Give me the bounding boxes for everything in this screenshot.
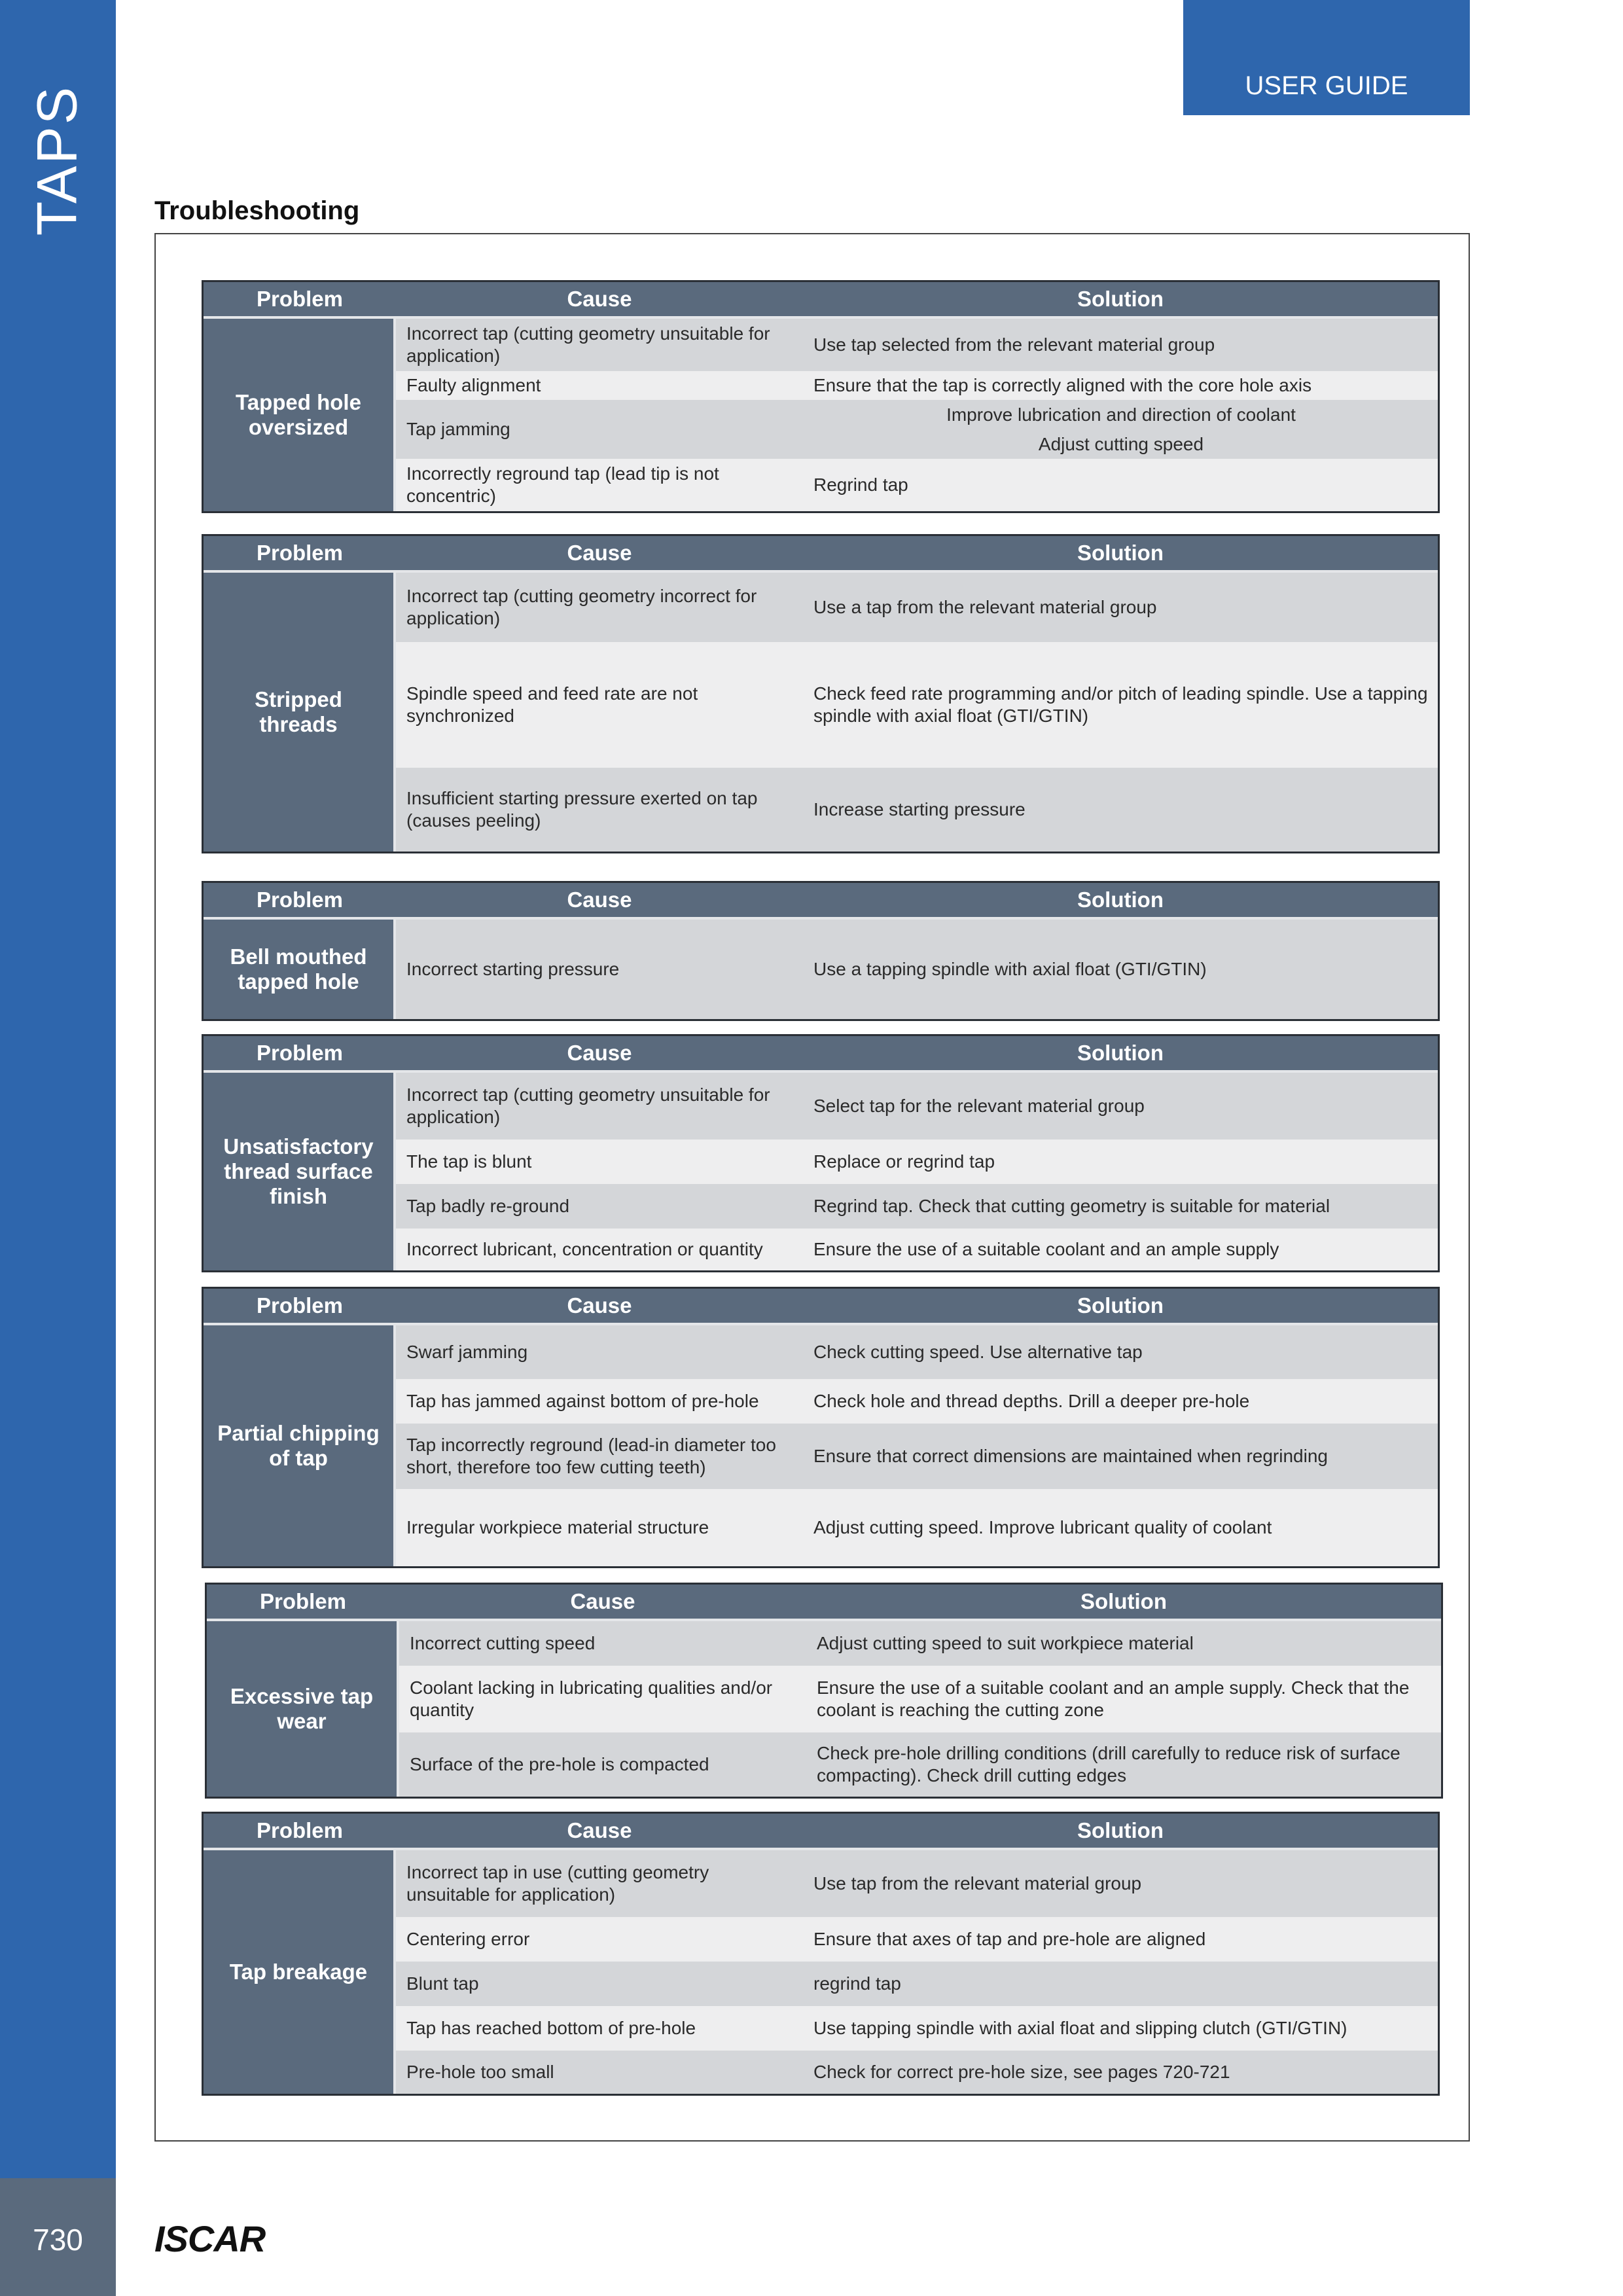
cause-cell: Incorrect cutting speed	[399, 1621, 806, 1666]
troubleshooting-table-tap-breakage	[202, 1812, 1440, 2096]
cause-cell: Incorrect tap (cutting geometry unsuitable for application)	[396, 1073, 803, 1139]
cause-cell: Incorrect starting pressure	[396, 920, 803, 1019]
cause-cell: Tap has jammed against bottom of pre-hole	[396, 1379, 803, 1424]
user-guide-label: USER GUIDE	[1245, 71, 1408, 100]
solution-cell: Use tapping spindle with axial float and slipping clutch (GTI/GTIN)	[803, 2006, 1438, 2051]
header-cause: Cause	[396, 536, 803, 573]
header-solution: Solution	[803, 883, 1438, 920]
cause-cell: Faulty alignment	[396, 371, 803, 400]
solution-cell: Select tap for the relevant material group	[803, 1073, 1438, 1139]
problem-label: Stripped threads	[204, 573, 396, 852]
solution-cell: Check pre-hole drilling conditions (drill carefully to reduce risk of surface compacting). Check drill cutting edges	[806, 1732, 1441, 1797]
cause-cell: Pre-hole too small	[396, 2051, 803, 2094]
problem-label: Bell mouthed tapped hole	[204, 920, 396, 1019]
troubleshooting-table-bell-mouthed	[202, 881, 1440, 1021]
header-cause: Cause	[396, 282, 803, 319]
cause-cell: Coolant lacking in lubricating qualities and/or quantity	[399, 1666, 806, 1732]
solution-cell: Adjust cutting speed to suit workpiece material	[806, 1621, 1441, 1666]
page-title: Troubleshooting	[154, 196, 360, 225]
solution-cell: Ensure that correct dimensions are maintained when regrinding	[803, 1424, 1438, 1489]
solution-cell: Ensure that the tap is correctly aligned with the core hole axis	[803, 371, 1438, 400]
header-cause: Cause	[396, 1036, 803, 1073]
cause-cell: Incorrect tap (cutting geometry incorrect for application)	[396, 573, 803, 642]
troubleshooting-table-stripped-threads	[202, 534, 1440, 853]
page-number: 730	[33, 2223, 83, 2257]
header-problem: Problem	[207, 1585, 399, 1621]
solution-cell: Check hole and thread depths. Drill a deeper pre-hole	[803, 1379, 1438, 1424]
cause-cell: The tap is blunt	[396, 1139, 803, 1184]
troubleshooting-table-tapped-hole-oversized	[202, 280, 1440, 513]
solution-cell: Ensure the use of a suitable coolant and an ample supply	[803, 1229, 1438, 1270]
solution-cell: Check for correct pre-hole size, see pages 720-721	[803, 2051, 1438, 2094]
header-cause: Cause	[399, 1585, 806, 1621]
header-cause: Cause	[396, 1814, 803, 1850]
cause-cell: Tap badly re-ground	[396, 1184, 803, 1229]
solution-cell: regrind tap	[803, 1962, 1438, 2006]
cause-cell: Tap has reached bottom of pre-hole	[396, 2006, 803, 2051]
cause-cell: Spindle speed and feed rate are not synchronized	[396, 642, 803, 768]
solution-cell: Use a tap from the relevant material group	[803, 573, 1438, 642]
header-cause: Cause	[396, 883, 803, 920]
solution-cell: Use a tapping spindle with axial float (GTI/GTIN)	[803, 920, 1438, 1019]
header-problem: Problem	[204, 883, 396, 920]
problem-label: Tapped hole oversized	[204, 319, 396, 511]
problem-label: Tap breakage	[204, 1850, 396, 2094]
header-solution: Solution	[803, 536, 1438, 573]
header-problem: Problem	[204, 1289, 396, 1325]
header-solution: Solution	[803, 1289, 1438, 1325]
troubleshooting-table-partial-chipping	[202, 1287, 1440, 1568]
header-cause: Cause	[396, 1289, 803, 1325]
cause-cell: Incorrect tap in use (cutting geometry unsuitable for application)	[396, 1850, 803, 1917]
problem-label: Partial chipping of tap	[204, 1325, 396, 1566]
solution-cell: Adjust cutting speed. Improve lubricant quality of coolant	[803, 1489, 1438, 1566]
solution-cell: Use tap from the relevant material group	[803, 1850, 1438, 1917]
troubleshooting-table-excessive-wear	[205, 1583, 1443, 1799]
cause-cell: Incorrectly reground tap (lead tip is not concentric)	[396, 459, 803, 511]
solution-cell: Check feed rate programming and/or pitch of leading spindle. Use a tapping spindle with axial float (GTI/GTIN)	[803, 642, 1438, 768]
cause-cell: Centering error	[396, 1917, 803, 1962]
brand-logo: ISCAR	[154, 2218, 266, 2259]
header-solution: Solution	[803, 1814, 1438, 1850]
header-problem: Problem	[204, 536, 396, 573]
section-title: TAPS	[26, 84, 89, 236]
cause-cell: Insufficient starting pressure exerted on tap (causes peeling)	[396, 768, 803, 852]
solution-cell: Ensure that axes of tap and pre-hole are aligned	[803, 1917, 1438, 1962]
solution-cell	[803, 400, 1438, 459]
header-problem: Problem	[204, 282, 396, 319]
side-bar	[0, 0, 116, 2178]
solution-line: Improve lubrication and direction of coolant	[946, 404, 1296, 425]
cause-cell: Tap jamming	[396, 400, 803, 459]
solution-cell: Check cutting speed. Use alternative tap	[803, 1325, 1438, 1379]
solution-cell: Regrind tap. Check that cutting geometry is suitable for material	[803, 1184, 1438, 1229]
header-solution: Solution	[803, 1036, 1438, 1073]
cause-cell: Swarf jamming	[396, 1325, 803, 1379]
solution-cell: Ensure the use of a suitable coolant and an ample supply. Check that the coolant is reaching the cutting zone	[806, 1666, 1441, 1732]
solution-cell: Increase starting pressure	[803, 768, 1438, 852]
cause-cell: Tap incorrectly reground (lead-in diameter too short, therefore too few cutting teeth)	[396, 1424, 803, 1489]
cause-cell: Incorrect tap (cutting geometry unsuitable for application)	[396, 319, 803, 371]
section-title-box	[0, 0, 116, 236]
header-solution: Solution	[806, 1585, 1441, 1621]
problem-label: Unsatisfactory thread surface finish	[204, 1073, 396, 1270]
solution-line: Adjust cutting speed	[1038, 433, 1204, 454]
cause-cell: Surface of the pre-hole is compacted	[399, 1732, 806, 1797]
cause-cell: Incorrect lubricant, concentration or quantity	[396, 1229, 803, 1270]
header-problem: Problem	[204, 1814, 396, 1850]
problem-label: Excessive tap wear	[207, 1621, 399, 1797]
cause-cell: Irregular workpiece material structure	[396, 1489, 803, 1566]
solution-cell: Replace or regrind tap	[803, 1139, 1438, 1184]
solution-cell: Use tap selected from the relevant material group	[803, 319, 1438, 371]
header-solution: Solution	[803, 282, 1438, 319]
user-guide-tab	[1183, 0, 1470, 115]
troubleshooting-table-surface-finish	[202, 1034, 1440, 1272]
cause-cell: Blunt tap	[396, 1962, 803, 2006]
solution-cell: Regrind tap	[803, 459, 1438, 511]
header-problem: Problem	[204, 1036, 396, 1073]
